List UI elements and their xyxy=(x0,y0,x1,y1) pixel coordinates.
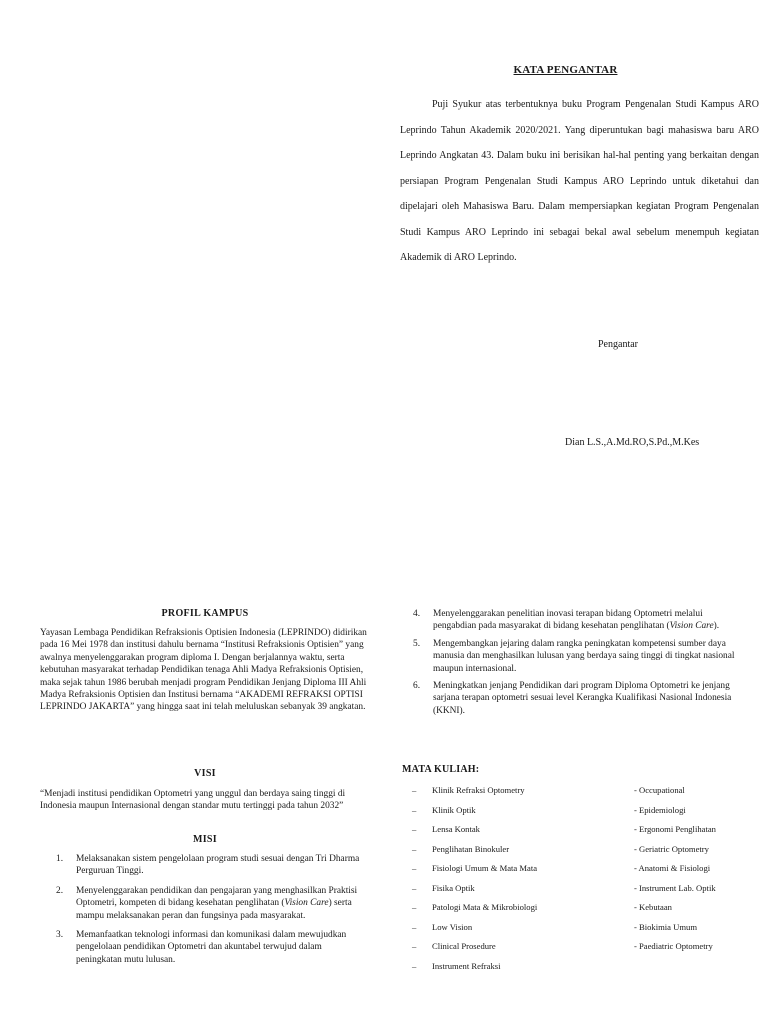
course-left: Klinik Optik xyxy=(432,804,476,815)
course-left: Penglihatan Binokuler xyxy=(432,843,510,854)
misi-item-text-italic: Vision Care xyxy=(669,621,714,632)
misi-item-text: Melaksanakan sistem pengelolaan program studi sesuai dengan Tri Dharma Perguruan Tinggi. xyxy=(76,854,360,877)
course-left: Lensa Kontak xyxy=(432,824,480,834)
misi-item-text: Memanfaatkan teknologi informasi dan komunikasi dalam mewujudkan pengelolaan pendidikan Optometri dan akuntabel terwujud dalam peningkatan mutu lulusan. xyxy=(76,930,347,965)
misi-item-text-italic: Vision Care xyxy=(284,898,329,909)
misi-item xyxy=(413,608,743,633)
course-dash: – xyxy=(412,804,417,815)
course-left: Instrument Refraksi xyxy=(432,960,501,971)
misi-item-number: 5. xyxy=(413,638,421,649)
course-dash: – xyxy=(412,785,417,795)
misi-item-text xyxy=(413,608,743,633)
course-right: - Ergonomi Penglihatan xyxy=(634,824,716,834)
course-right: - Epidemiologi xyxy=(634,804,686,815)
misi-item xyxy=(413,638,743,675)
profil-kampus-text: Yayasan Lembaga Pendidikan Refraksionis Optisien Indonesia (LEPRINDO) didirikan pada 16 Mei 1978 dan institusi dahulu bernama “Institusi Refraksionis Optisien” yang awalnya menyelenggarakan program diploma I. Dengan berjalannya waktu, serta kebutuhan masyarakat terhadap Pendidikan tenaga Ahli Madya Refraksionis Optisien, maka sejak tahun 1986 berubah menjadi program Pendidikan Jenjang Diploma III Ahli Madya Refraksionis Optisien dan Institusi bernama “AKADEMI REFRAKSI OPTISI LEPRINDO JAKARTA” yang hingga saat ini telah meluluskan sebanyak 39 angkatan. xyxy=(40,628,367,713)
kata-pengantar-title: KATA PENGANTAR xyxy=(513,64,618,76)
profil-kampus-title: PROFIL KAMPUS xyxy=(161,608,249,619)
misi-item-number: 1. xyxy=(56,854,64,864)
course-row xyxy=(412,805,762,816)
misi-item xyxy=(413,680,743,717)
course-row xyxy=(412,863,762,874)
course-dash: – xyxy=(412,902,417,912)
course-right: - Biokimia Umum xyxy=(634,921,698,932)
course-row xyxy=(412,961,762,972)
course-dash: – xyxy=(412,843,417,854)
misi-item xyxy=(56,885,368,922)
visi-title: VISI xyxy=(194,768,216,779)
course-row xyxy=(412,824,762,835)
kata-pengantar-closing: Pengantar xyxy=(598,339,638,350)
course-row xyxy=(412,902,762,913)
course-dash: – xyxy=(412,921,417,932)
visi-text: “Menjadi institusi pendidikan Optometri yang unggul dan berdaya saing tinggi di Indonesia maupun Internasional dengan standar mutu tertinggi pada tahun 2032” xyxy=(40,789,346,812)
misi-list-part-1 xyxy=(56,853,368,973)
course-left: Clinical Prosedure xyxy=(432,941,496,951)
misi-item-text-before: Menyelenggarakan penelitian inovasi terapan bidang Optometri melalui pengabdian pada masyarakat di bidang kesehatan penglihatan ( xyxy=(433,609,703,632)
course-dash: – xyxy=(412,863,417,873)
misi-item xyxy=(56,853,368,878)
course-row xyxy=(412,785,762,796)
kata-pengantar-signer: Dian L.S.,A.Md.RO,S.Pd.,M.Kes xyxy=(565,437,700,448)
course-right: - Paediatric Optometry xyxy=(634,941,713,951)
course-dash: – xyxy=(412,960,417,971)
misi-item-number: 4. xyxy=(413,609,421,619)
course-dash: – xyxy=(412,941,417,951)
course-right: - Occupational xyxy=(634,785,685,795)
misi-item-number: 2. xyxy=(56,885,64,896)
course-left: Patologi Mata & Mikrobiologi xyxy=(432,902,538,912)
course-right: - Geriatric Optometry xyxy=(634,843,709,854)
misi-item xyxy=(56,929,368,966)
course-dash: – xyxy=(412,882,417,893)
course-right: - Instrument Lab. Optik xyxy=(634,882,716,893)
course-row xyxy=(412,883,762,894)
misi-item-text: Mengembangkan jejaring dalam rangka peningkatan kompetensi sumber daya manusia dan menghasilkan lulusan yang berdaya saing tinggi di tingkat nasional maupun internasional. xyxy=(433,638,735,674)
course-left: Low Vision xyxy=(432,921,473,932)
misi-title: MISI xyxy=(193,834,217,845)
course-left: Klinik Refraksi Optometry xyxy=(432,785,525,795)
misi-item-text-before: Menyelenggarakan pendidikan dan pengajaran yang menghasilkan Praktisi Optometri, kompeten di bidang kesehatan penglihatan ( xyxy=(76,885,358,909)
course-row xyxy=(412,922,762,933)
course-right xyxy=(634,961,762,972)
misi-item-text-after: ) serta mampu melaksanakan peran dan fungsinya pada masyarakat. xyxy=(76,898,352,921)
mata-kuliah-list xyxy=(412,785,762,980)
misi-item-text xyxy=(56,885,368,922)
mata-kuliah-title: MATA KULIAH: xyxy=(402,764,480,775)
course-dash: – xyxy=(412,824,417,834)
misi-list-part-2 xyxy=(413,608,743,722)
course-right: - Anatomi & Fisiologi xyxy=(634,863,711,873)
misi-item-number: 3. xyxy=(56,930,64,941)
misi-item-text-after: ). xyxy=(713,621,720,632)
kata-pengantar-body: Puji Syukur atas terbentuknya buku Program Pengenalan Studi Kampus ARO Leprindo Tahun Akademik 2020/2021. Yang diperuntukan bagi mahasiswa baru ARO Leprindo Angkatan 43. Dalam buku ini berisikan hal-hal penting yang berkaitan dengan persiapan Program Pengenalan Studi Kampus ARO Leprindo untuk diketahui dan dipelajari oleh Mahasiswa Baru. Dalam mempersiapkan kegiatan Program Pengenalan Studi Kampus ARO Leprindo ini sebagai bekal awal sebelum menempuh kegiatan Akademik di ARO Leprindo. xyxy=(400,99,759,263)
misi-item-text: Meningkatkan jenjang Pendidikan dari program Diploma Optometri ke jenjang sarjana terapan optometri sesuai level Kerangka Kualifikasi Nasional Indonesia (KKNI). xyxy=(433,681,732,716)
course-row xyxy=(412,844,762,855)
misi-item-number: 6. xyxy=(413,681,421,692)
course-left: Fisika Optik xyxy=(432,882,475,893)
course-row xyxy=(412,941,762,952)
course-right: - Kebutaan xyxy=(634,902,672,912)
course-left: Fisiologi Umum & Mata Mata xyxy=(432,863,538,873)
